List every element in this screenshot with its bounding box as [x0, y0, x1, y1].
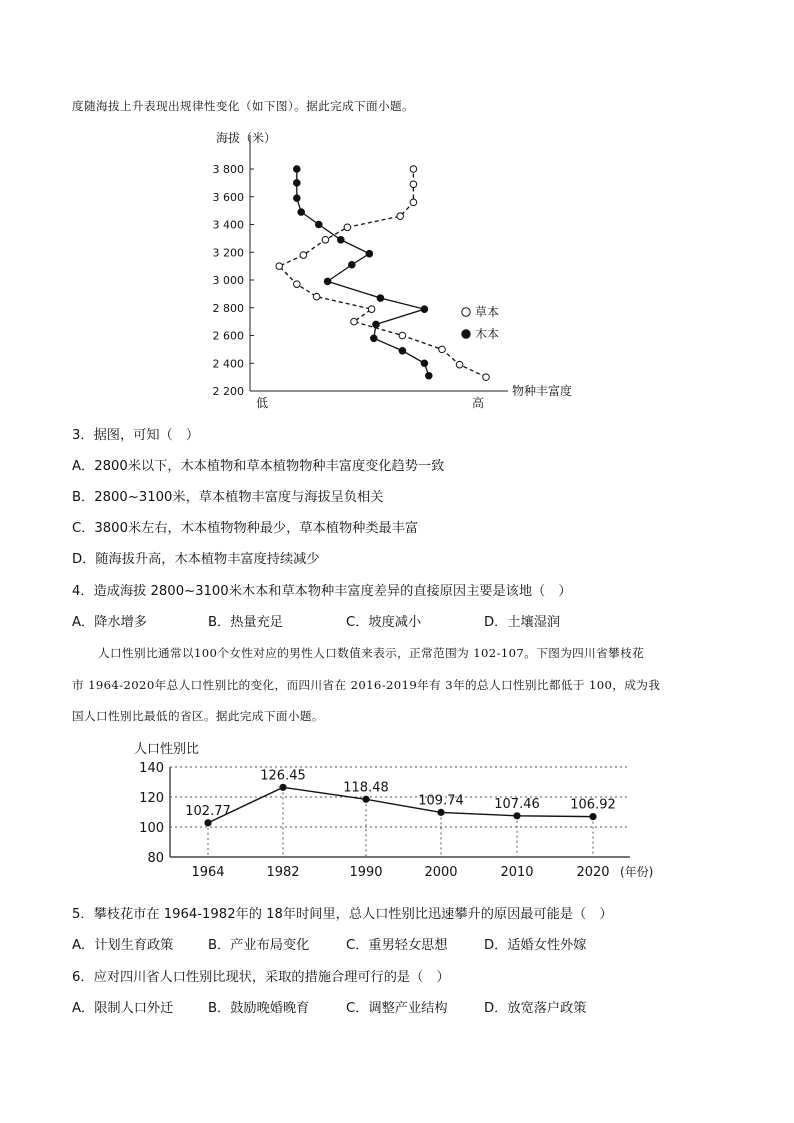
x-axis-label: (年份)	[620, 865, 654, 879]
q5-option-c[interactable]: C．重男轻女思想	[346, 938, 448, 953]
data-point	[366, 250, 373, 257]
data-point	[322, 236, 329, 243]
q5-options	[72, 934, 586, 953]
x-tick-label: 2020	[576, 865, 610, 880]
data-point	[377, 295, 384, 302]
q3-option-d[interactable]: D．随海拔升高，木本植物丰富度持续减少	[72, 552, 320, 567]
data-point	[421, 306, 428, 313]
data-point	[421, 360, 428, 367]
data-point	[483, 374, 490, 381]
sex-ratio-chart	[130, 737, 670, 885]
q4-options	[72, 611, 560, 630]
legend-label: 草本	[475, 305, 500, 319]
intro-text-2c: 国人口性别比最低的省区。据此完成下面小题。	[72, 709, 324, 723]
legend-marker	[462, 308, 470, 316]
y-tick-label: 3 400	[212, 218, 244, 232]
data-point	[276, 263, 283, 270]
data-point	[298, 209, 305, 216]
data-label: 106.92	[570, 797, 616, 813]
q4-option-d[interactable]: D．土壤湿润	[484, 615, 561, 630]
data-point	[410, 166, 417, 173]
x-high-label: 高	[472, 396, 485, 410]
data-point	[204, 819, 211, 826]
series-line-草本	[279, 169, 486, 377]
data-point	[294, 281, 301, 288]
data-point	[371, 335, 378, 342]
q6-stem: 6．应对四川省人口性别比现状，采取的措施合理可行的是（ ）	[72, 970, 450, 985]
data-point	[324, 278, 331, 285]
data-label: 126.45	[260, 768, 306, 784]
y-tick-label: 3 800	[212, 163, 244, 176]
chart-title: 人口性别比	[134, 742, 200, 757]
y-tick-label: 3 600	[212, 190, 244, 204]
data-point	[313, 293, 320, 300]
data-point	[279, 784, 286, 791]
q4-option-c[interactable]: C．坡度减小	[346, 615, 422, 630]
q3-stem: 3．据图，可知（ ）	[72, 428, 200, 443]
intro-text-1: 度随海拔上升表现出规律性变化（如下图）。据此完成下面小题。	[72, 99, 415, 113]
data-point	[439, 346, 446, 353]
data-point	[368, 306, 375, 313]
y-tick-label: 2 200	[212, 385, 244, 398]
y-tick-label: 80	[147, 851, 164, 866]
q5-option-a[interactable]: A．计划生育政策	[72, 938, 174, 953]
data-point	[300, 252, 307, 259]
series-line-木本	[297, 169, 429, 376]
y-tick-label: 3 000	[212, 274, 244, 287]
y-tick-label: 140	[139, 761, 164, 776]
q3-option-c[interactable]: C．3800米左右，木本植物物种最少，草本植物种类最丰富	[72, 521, 419, 536]
x-tick-label: 1964	[191, 865, 225, 880]
y-tick-label: 2 800	[212, 301, 244, 315]
data-point	[399, 332, 406, 339]
x-tick-label: 2000	[424, 865, 458, 880]
data-point	[397, 213, 404, 220]
q5-stem: 5．攀枝花市在 1964-1982年的 18年时间里，总人口性别比迅速攀升的原因最可能是（ ）	[72, 907, 613, 922]
legend-label: 木本	[475, 327, 500, 341]
x-tick-label: 2010	[500, 865, 534, 880]
data-point	[513, 812, 520, 819]
q4-option-b[interactable]: B．热量充足	[208, 615, 283, 630]
altitude-richness-chart	[190, 125, 573, 415]
data-point	[294, 180, 301, 187]
data-point	[294, 166, 301, 173]
data-point	[373, 321, 380, 328]
data-point	[349, 261, 356, 268]
x-low-label: 低	[256, 396, 269, 410]
intro-text-2b: 市 1964-2020年总人口性别比的变化，而四川省在 2016-2019年有 3年的总人口性别比都低于 100，成为我	[72, 678, 661, 692]
y-tick-label: 120	[139, 791, 164, 806]
data-point	[344, 224, 351, 231]
x-tick-label: 1990	[349, 865, 383, 880]
data-point	[589, 813, 596, 820]
q6-option-c[interactable]: C．调整产业结构	[346, 1001, 448, 1016]
data-point	[456, 361, 463, 368]
y-tick-label: 2 600	[212, 329, 244, 343]
x-axis-label: 物种丰富度	[512, 384, 573, 398]
q4-option-a[interactable]: A．降水增多	[72, 615, 147, 630]
q6-option-b[interactable]: B．鼓励晚婚晚育	[208, 1001, 310, 1016]
data-point	[294, 195, 301, 202]
data-point	[410, 199, 417, 206]
q5-option-d[interactable]: D．适婚女性外嫁	[484, 938, 587, 953]
data-point	[399, 347, 406, 354]
data-label: 107.46	[494, 796, 540, 812]
y-tick-label: 3 200	[212, 246, 244, 260]
data-label: 102.77	[185, 803, 231, 819]
y-tick-label: 2 400	[212, 357, 244, 371]
legend-marker	[462, 330, 470, 338]
q3-option-b[interactable]: B．2800~3100米，草本植物丰富度与海拔呈负相关	[72, 490, 384, 505]
y-tick-label: 100	[139, 821, 164, 836]
data-point	[362, 796, 369, 803]
y-axis-label: 海拔（米）	[216, 131, 277, 145]
data-label: 118.48	[343, 780, 389, 796]
data-point	[351, 318, 358, 325]
data-point	[316, 221, 323, 228]
intro-text-2a: 人口性别比通常以100个女性对应的男性人口数值来表示，正常范围为 102-107。下图为四川省攀枝花	[98, 646, 645, 660]
x-tick-label: 1982	[266, 865, 300, 880]
q5-option-b[interactable]: B．产业布局变化	[208, 938, 310, 953]
q6-option-a[interactable]: A．限制人口外迁	[72, 1001, 174, 1016]
q3-option-a[interactable]: A．2800米以下，木本植物和草本植物物种丰富度变化趋势一致	[72, 459, 445, 474]
q6-options	[72, 997, 586, 1016]
data-point	[338, 236, 345, 243]
q6-option-d[interactable]: D．放宽落户政策	[484, 1001, 587, 1016]
data-point	[437, 809, 444, 816]
q4-stem: 4．造成海拔 2800~3100米木本和草本物种丰富度差异的直接原因主要是该地（ ）	[72, 584, 572, 599]
data-point	[410, 181, 417, 188]
data-label: 109.74	[418, 793, 464, 809]
data-point	[426, 372, 433, 379]
